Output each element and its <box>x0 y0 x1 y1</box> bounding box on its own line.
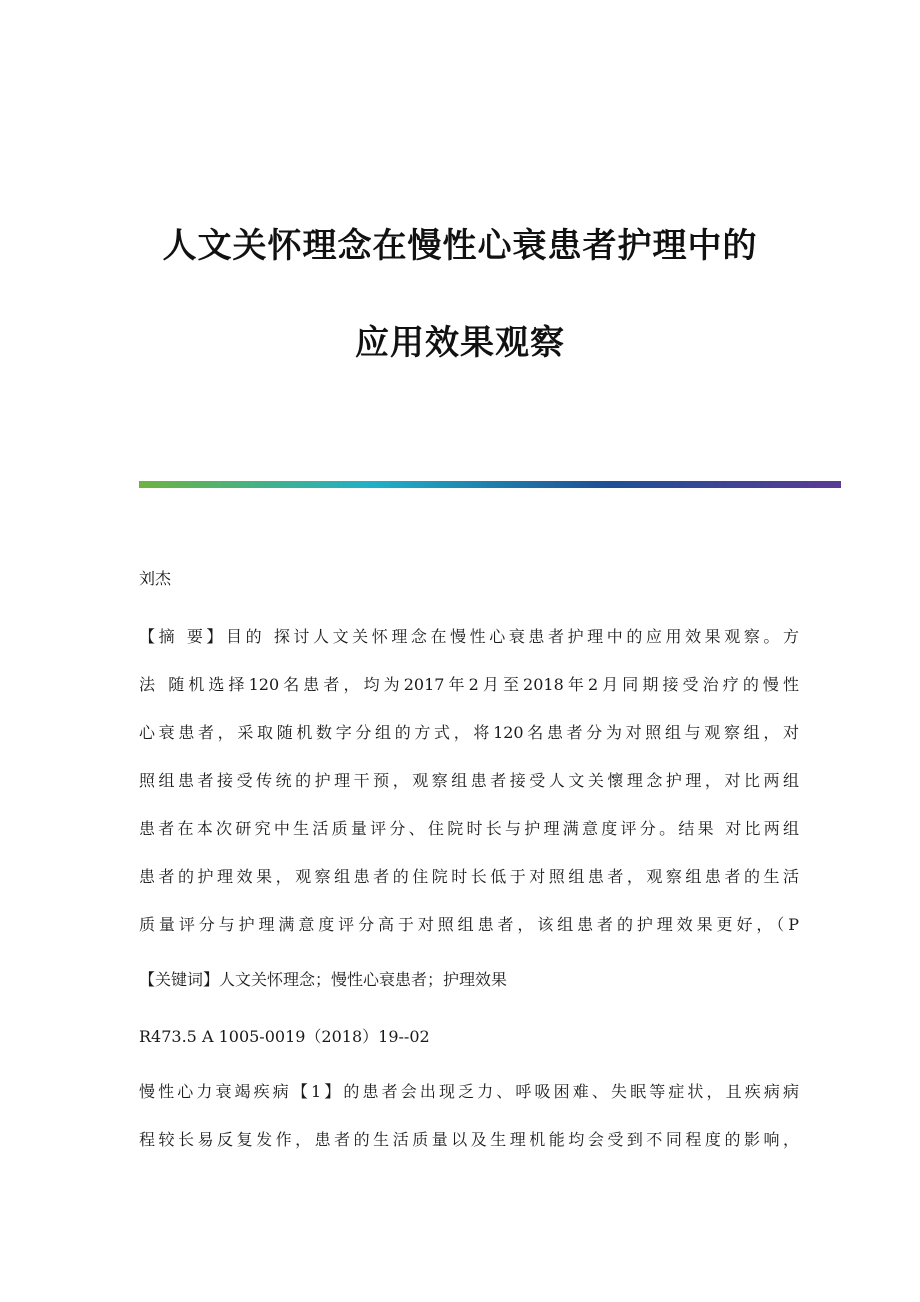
paper-title-line-1: 人文关怀理念在慢性心衰患者护理中的 <box>162 226 758 266</box>
abstract-line: 法 随机选择120名患者，均为2017年2月至2018年2月同期接受治疗的慢性 <box>139 675 799 694</box>
abstract-line: 心衰患者，采取随机数字分组的方式，将120名患者分为对照组与观察组，对 <box>139 723 799 742</box>
abstract-line: 【摘 要】目的 探讨人文关怀理念在慢性心衰患者护理中的应用效果观察。方 <box>139 627 799 646</box>
abstract-line: 照组患者接受传统的护理干预，观察组患者接受人文关懷理念护理，对比两组 <box>139 771 799 790</box>
classification-code: R473.5 A 1005-0019（2018）19--02 <box>139 1027 430 1046</box>
keywords: 【关键词】人文关怀理念；慢性心衰患者；护理效果 <box>139 970 508 989</box>
paper-title-line-2: 应用效果观察 <box>355 323 565 363</box>
abstract-line: 患者在本次研究中生活质量评分、住院时长与护理满意度评分。结果 对比两组 <box>139 819 799 838</box>
author-name: 刘杰 <box>139 569 172 588</box>
abstract-line: 质量评分与护理满意度评分高于对照组患者，该组患者的护理效果更好，（P <box>139 915 799 934</box>
abstract-line: 患者的护理效果，观察组患者的住院时长低于对照组患者，观察组患者的生活 <box>139 867 799 886</box>
body-paragraph-line: 慢性心力衰竭疾病【1】的患者会出现乏力、呼吸困难、失眠等症状，且疾病病 <box>139 1082 799 1101</box>
body-paragraph-line: 程较长易反复发作，患者的生活质量以及生理机能均会受到不同程度的影响， <box>139 1130 799 1149</box>
title-divider <box>139 481 841 488</box>
